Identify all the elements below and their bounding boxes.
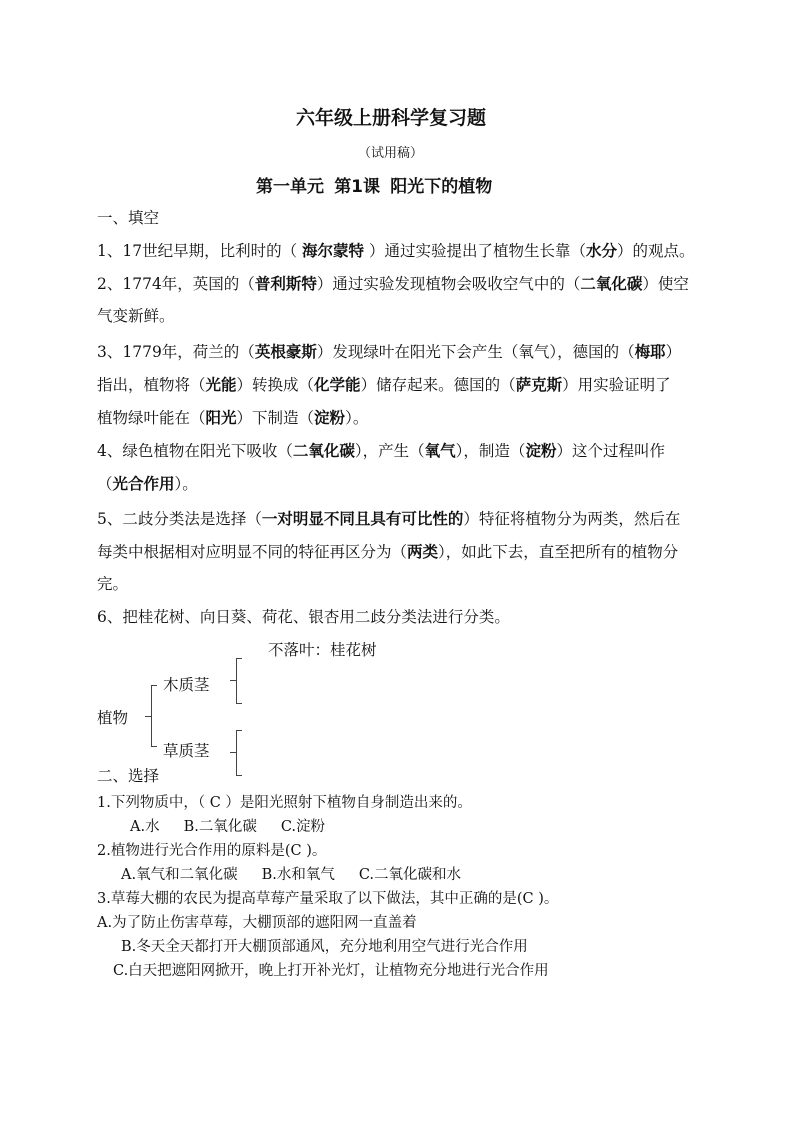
question-3-line-2: 指出，植物将（光能）转换成（化学能）储存起来。德国的（萨克斯）用实验证明了 bbox=[97, 375, 671, 394]
question-1: 1、17世纪早期，比利时的（ 海尔蒙特 ）通过实验提出了植物生长靠（水分）的观点。 bbox=[97, 241, 695, 260]
choice-question-2: 2.植物进行光合作用的原料是(C )。 bbox=[97, 843, 327, 859]
question-5-line-2: 每类中根据相对应明显不同的特征再区分为（两类），如此下去，直至把所有的植物分 bbox=[97, 542, 679, 561]
choice-question-3-option-c: C.白天把遮阳网掀开，晚上打开补光灯，让植物充分地进行光合作用 bbox=[113, 963, 549, 979]
choice-question-2-options bbox=[121, 863, 461, 884]
tree-herbaceous-stem: 草质茎 bbox=[163, 742, 210, 760]
unit-label: 第一单元 bbox=[256, 177, 324, 197]
page-title: 六年级上册科学复习题 bbox=[296, 107, 487, 129]
option: A.氧气和二氧化碳 bbox=[121, 867, 238, 883]
question-3-line-3: 植物绿叶能在（阳光）下制造（淀粉）。 bbox=[97, 408, 369, 427]
tree-brace-herb bbox=[236, 730, 242, 776]
option: C.二氧化碳和水 bbox=[358, 867, 462, 883]
section-heading-fill: 一、填空 bbox=[97, 209, 160, 227]
tree-brace-woody-tick bbox=[230, 680, 236, 681]
choice-question-3-option-a: A.为了防止伤害草莓，大棚顶部的遮阳网一直盖着 bbox=[97, 915, 417, 931]
question-5-line-1: 5、二歧分类法是选择（一对明显不同且具有可比性的）特征将植物分为两类，然后在 bbox=[97, 509, 681, 528]
option: B.水和氧气 bbox=[261, 867, 335, 883]
question-2-line-1: 2、1774年，英国的（普利斯特）通过实验发现植物会吸收空气中的（二氧化碳）使空 bbox=[97, 274, 689, 293]
page-subtitle: （试用稿） bbox=[358, 146, 424, 161]
lesson-label: 第1课 bbox=[334, 177, 381, 197]
tree-evergreen-label: 不落叶：桂花树 bbox=[268, 641, 377, 659]
choice-question-3: 3.草莓大棚的农民为提高草莓产量采取了以下做法，其中正确的是(C )。 bbox=[97, 891, 559, 907]
question-2-line-2: 气变新鲜。 bbox=[97, 307, 175, 325]
question-3-line-1: 3、1779年，荷兰的（英根豪斯）发现绿叶在阳光下会产生（氧气），德国的（梅耶） bbox=[97, 342, 682, 361]
question-4-line-1: 4、绿色植物在阳光下吸收（二氧化碳），产生（氧气），制造（淀粉）这个过程叫作 bbox=[97, 441, 665, 460]
lesson-name: 阳光下的植物 bbox=[390, 177, 493, 197]
tree-brace-herb-tick bbox=[230, 752, 236, 753]
option: B.二氧化碳 bbox=[183, 819, 257, 835]
option: A.水 bbox=[130, 819, 160, 835]
tree-woody-stem: 木质茎 bbox=[163, 676, 210, 694]
tree-brace-root bbox=[151, 685, 157, 747]
tree-root: 植物 bbox=[97, 709, 129, 727]
tree-brace-root-tick bbox=[145, 716, 151, 717]
tree-brace-woody bbox=[236, 658, 242, 704]
option: C.淀粉 bbox=[280, 819, 326, 835]
choice-question-3-option-b: B.冬天全天都打开大棚顶部通风，充分地利用空气进行光合作用 bbox=[121, 939, 528, 955]
choice-question-1-options bbox=[130, 815, 325, 836]
section-heading-choice: 二、选择 bbox=[97, 767, 160, 785]
unit-title bbox=[256, 172, 492, 197]
question-5-line-3: 完。 bbox=[97, 575, 129, 593]
question-4-line-2: （光合作用）。 bbox=[97, 474, 198, 493]
choice-question-1: 1.下列物质中，（ C ）是阳光照射下植物自身制造出来的。 bbox=[97, 795, 472, 811]
question-6: 6、把桂花树、向日葵、荷花、银杏用二歧分类法进行分类。 bbox=[97, 608, 510, 626]
